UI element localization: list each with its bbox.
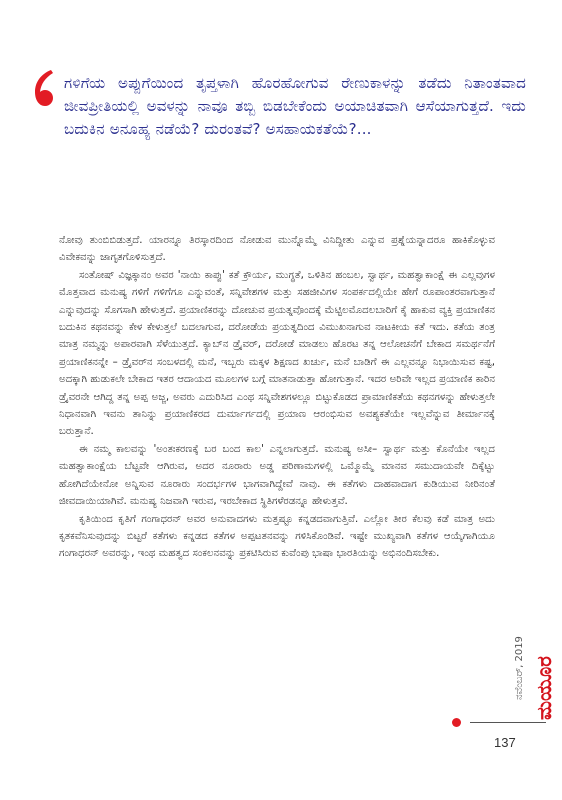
magazine-logo: ಮಯೂರ xyxy=(532,656,556,720)
paragraph: ನೋವು ತುಂಬಿಬಿಡುತ್ತದೆ. ಯಾರನ್ನೂ ತಿರಸ್ಕಾರದಿಂದ ನೋಡುವ ಮುನ್ನೊಮ್ಮೆ ವಿನಿದ್ದೀತು ಎನ್ನುವ ಪ್ರಶ್ನೆಯನ್ನಾದರೂ ಹಾಕಿಕೊಳ್ಳುವ ವಿವೇಕವನ್ನು ಜಾಗೃತಗೊಳಿಸುತ್ತದೆ. xyxy=(59,235,495,264)
quote-mark-icon xyxy=(31,68,57,108)
pullquote xyxy=(64,72,526,141)
red-dot-decoration xyxy=(452,718,461,727)
paragraph: ಕೃತಿಯಿಂದ ಕೃತಿಗೆ ಗಂಗಾಧರನ್ ಅವರ ಅನುವಾದಗಳು ಮತ್ತಷ್ಟೂ ಕನ್ನಡದವಾಗುತ್ತಿವೆ. ಎಲ್ಲೋ ತೀರ ಕೆಲವು ಕಡೆ ಮಾತ್ರ ಅದು ಕೃತಕವೆನಿಸುವುದನ್ನು ಬಿಟ್ಟರೆ ಕತೆಗಳು ಕನ್ನಡದ ಕತೆಗಳ ಅಪ್ಪಟತನವನ್ನು ಗಳಿಸಿಕೊಂಡಿವೆ. ಇಷ್ಟೇ ಮುಖ್ಯವಾಗಿ ಕತೆಗಳ ಆಯ್ಕೆಗಾಗಿಯೂ ಗಂಗಾಧರನ್ ಅವರನ್ನು, ಇಂಥ ಮಹತ್ವದ ಸಂಕಲನವನ್ನು ಪ್ರಕಟಿಸಿರುವ ಕುವೆಂಪು ಭಾಷಾ ಭಾರತಿಯನ್ನು ಅಭಿನಂದಿಸಬೇಕು. xyxy=(59,513,495,560)
issue-date: ನವೆಂಬರ್, 2019 xyxy=(514,636,525,700)
article-body xyxy=(59,232,495,563)
pullquote-text: ಗಳಿಗೆಯ ಅಪ್ಪುಗೆಯಿಂದ ತೃಪ್ತಳಾಗಿ ಹೊರಹೋಗುವ ರೇಣುಕಾಳನ್ನು ತಡೆದು ನಿತಾಂತವಾದ ಜೀವಪ್ರೀತಿಯಲ್ಲಿ ಅವಳನ್ನು ನಾವೂ ತಬ್ಬಿ ಬಿಡಬೇಕೆಂದು ಅಯಾಚಿತವಾಗಿ ಆಸೆಯಾಗುತ್ತದೆ. ಇದು ಬದುಕಿನ ಅನೂಹ್ಯ ನಡೆಯೆ? ದುರಂತವೆ? ಅಸಹಾಯಕತೆಯೆ?... xyxy=(64,74,526,138)
paragraph: ಸಂತೋಷ್ ವಿಜ್ಞಕ್ಕಾನಂ ಅವರ 'ನಾಯಿ ಕಾಪ್ಪು' ಕತೆ ಕ್ರೌರ್ಯ, ಮುಗ್ಧತೆ, ಒಳಿತಿನ ಹಂಬಲ, ಸ್ವಾರ್ಥ, ಮಹತ್ವಾಕಾಂಕ್ಷೆ ಈ ಎಲ್ಲವುಗಳ ಮೊತ್ತವಾದ ಮನುಷ್ಯ ಗಳಿಗೆ ಗಳಿಗೆಗೂ ಎನ್ನುವಂತೆ, ಸನ್ನಿವೇಶಗಳ ಮತ್ತು ಸಹಜೀವಿಗಳ ಸಂಪರ್ಕದಲ್ಲಿಯೇ ಹೇಗೆ ರೂಪಾಂತರವಾಗುತ್ತಾನೆ ಎನ್ನುವುದನ್ನು ಸೊಗಸಾಗಿ ಹೇಳುತ್ತದೆ. ಪ್ರಯಾಣಿಕರನ್ನು ದೋಚುವ ಪ್ರಯತ್ನವೊಂದಕ್ಕೆ ಮೆಟ್ಟಿಲಮೊದಲಬಾರಿಗೆ ಕೈ ಹಾಕುವ ವ್ಯಕ್ತಿ ಪ್ರಯಾಣಿಕನ ಬದುಕಿನ ಕಥನವನ್ನು ಕೇಳ ಕೇಳುತ್ತಲೆ ಬದಲಾಗುವ, ದರೋಡೆಯ ಪ್ರಯತ್ನದಿಂದ ವಿಮುಖನಾಗುವ ನಾಟಕೀಯ ಕತೆ ಇದು. ಕತೆಯ ತಂತ್ರ ಮಾತ್ರ ನಮ್ಮನ್ನು ಅಪಾರವಾಗಿ ಸೆಳೆಯುತ್ತದೆ. ಕ್ಯಾಬ್‌ನ ಡ್ರೈವರ್, ದರೋಡೆ ಮಾಡಲು ಹೊರಟ ತನ್ನ ಆಲೋಚನೆಗೆ ಬೇಕಾದ ಸಮರ್ಥನೆಗೆ ಪ್ರಯಾಣಿಕನನ್ನೇ – ಡ್ರೈವರ್‌ನ ಸಂಬಳದಲ್ಲಿ ಮನೆ, ಇಬ್ಬರು ಮಕ್ಕಳ ಶಿಕ್ಷಣದ ಖರ್ಚು, ಮನೆ ಬಾಡಿಗೆ ಈ ಎಲ್ಲವನ್ನೂ ನಿಭಾಯಿಸುವ ಕಷ್ಟ, ಅದಕ್ಕಾಗಿ ಹುಡುಕಲೇ ಬೇಕಾದ ಇತರ ಆದಾಯದ ಮೂಲಗಳ ಬಗ್ಗೆ ಮಾತನಾಡುತ್ತಾ ಹೋಗುತ್ತಾನೆ. ಇದರ ಅರಿವೇ ಇಲ್ಲದ ಪ್ರಯಾಣಿಕ ಕಾರಿನ ಡ್ರೈವರನೇ ಆಗಿದ್ದ ತನ್ನ ಅಪ್ಪ ಅಜ್ಜ, ಅವರು ಎದುರಿಸಿದ ಎಂಥ ಸನ್ನಿವೇಶಗಳಲ್ಲೂ ಬಿಟ್ಟುಕೊಡದ ಪ್ರಾಮಾಣಿಕತೆಯ ಕಥನಗಳನ್ನು ಹೇಳುತ್ತಲೇ ನಿಧಾನವಾಗಿ ಇವನು ತಾನಿನ್ನು ಪ್ರಯಾಣಿಕರದ ದುರ್ಮಾರ್ಗದಲ್ಲಿ ಪ್ರಯಾಣ ಆರಂಭಿಸುವ ಅವಶ್ಯಕತೆಯೇ ಇಲ್ಲವೆನ್ನುವ ತೀರ್ಮಾನಕ್ಕೆ ಬರುತ್ತಾನೆ. xyxy=(59,269,495,438)
page-number: 137 xyxy=(494,735,516,750)
footer-rule xyxy=(470,722,546,723)
paragraph: ಈ ನಮ್ಮ ಕಾಲವನ್ನು 'ಅಂತಃಕರಣಕ್ಕೆ ಬರ ಬಂದ ಕಾಲ' ಎನ್ನಲಾಗುತ್ತದೆ. ಮನುಷ್ಯ ಅಸೀ– ಸ್ವಾರ್ಥ ಮತ್ತು ಕೊನೆಯೇ ಇಲ್ಲದ ಮಹತ್ವಾಕಾಂಕ್ಷೆಯ ಬೆಟ್ಟವೇ ಆಗಿರುವ, ಅದರ ನೂರಾರು ಅಡ್ಡ ಪರಿಣಾಮಗಳಲ್ಲಿ ಒಮ್ಮೊಮ್ಮೆ ಮಾನವ ಸಮುದಾಯವೇ ದಿಕ್ಕೆಟ್ಟು ಹೋಗಿದೆಯೇನೋ ಅನ್ನಿಸುವ ನೂರಾರು ಸಂದರ್ಭಗಳ ಭಾಗವಾಗಿದ್ದೇವೆ ನಾವು. ಈ ಕತೆಗಳು ದಾಹವಾದಾಗ ಕುಡಿಯುವ ನೀರಿನಂತೆ ಜೀವದಾಯಿಯಾಗಿವೆ. ಮನುಷ್ಯ ನಿಜವಾಗಿ ಇರುವ, ಇರಬೇಕಾದ ಸ್ಥಿತಿಗಳೆರಡನ್ನೂ ಹೇಳುತ್ತವೆ. xyxy=(59,443,495,508)
